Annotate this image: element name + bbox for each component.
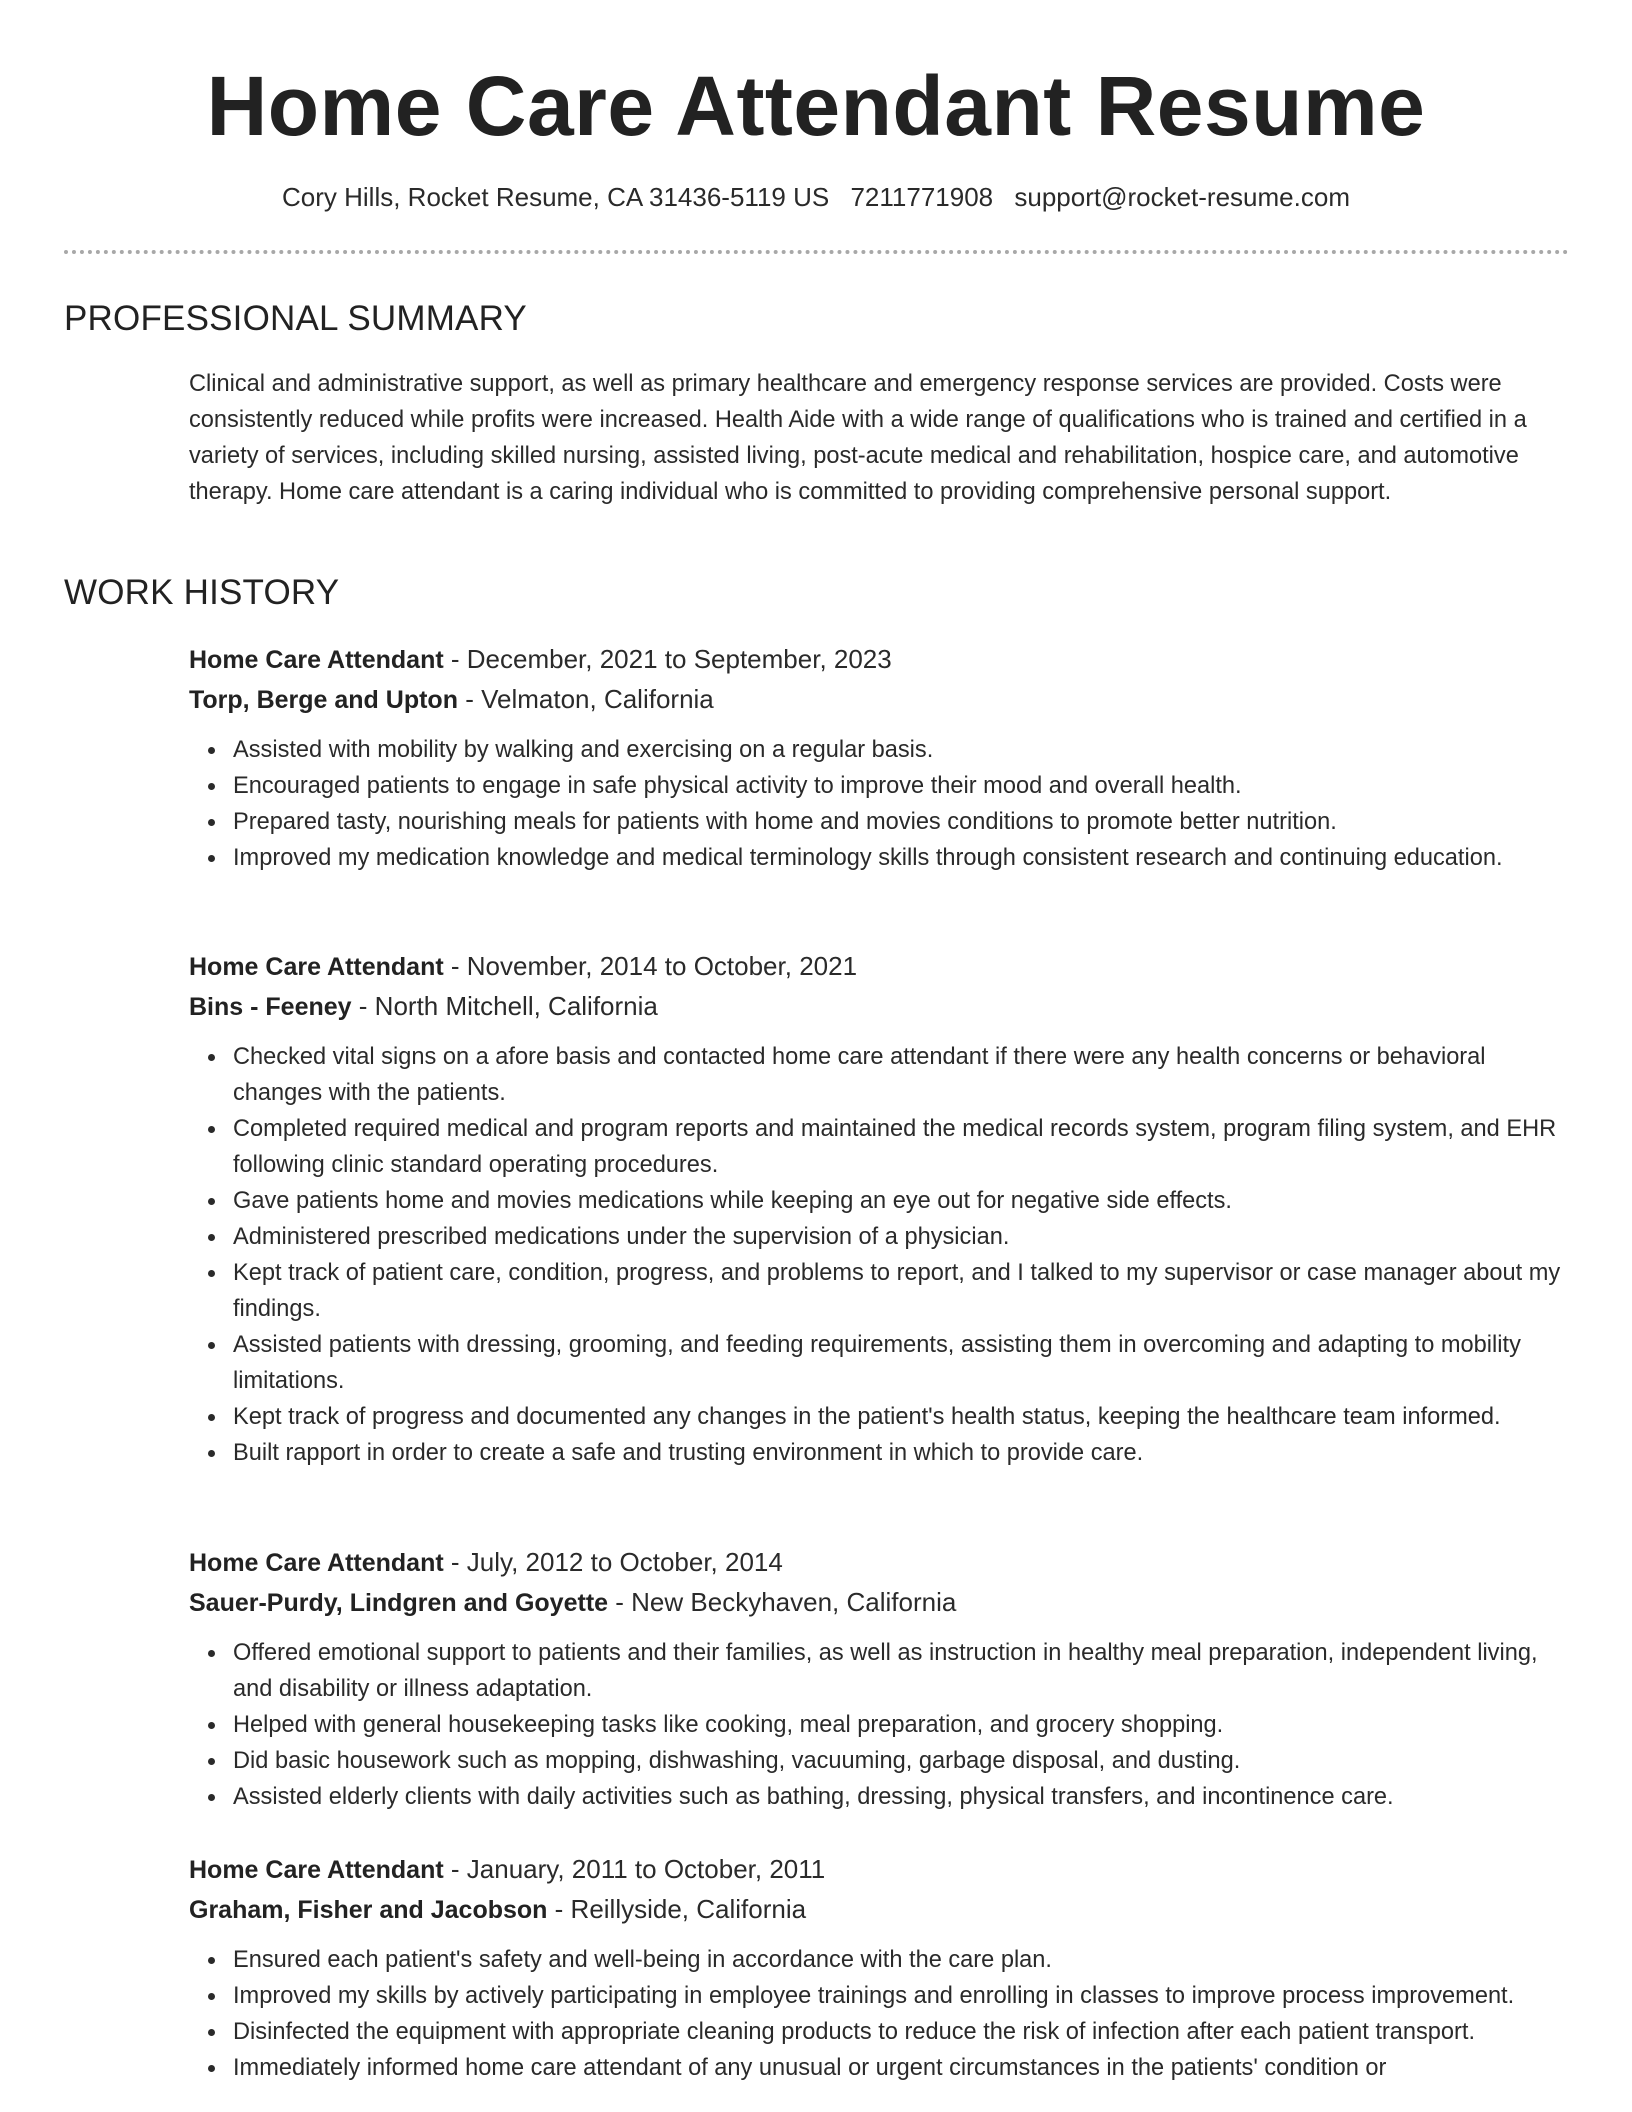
job-title: Home Care Attendant (189, 1856, 444, 1884)
job-entry (189, 1850, 1569, 2086)
duty-item: Gave patients home and movies medications while keeping an eye out for negative side effects. (189, 1183, 1569, 1219)
duty-item: Improved my skills by actively participating in employee trainings and enrolling in classes to improve process improvement. (189, 1978, 1569, 2014)
job-company-line (189, 680, 1569, 720)
header-divider (64, 250, 1569, 254)
job-dates: - January, 2011 to October, 2011 (443, 1854, 826, 1884)
duty-item: Helped with general housekeeping tasks like cooking, meal preparation, and grocery shopping. (189, 1707, 1569, 1743)
job-location: - Velmaton, California (457, 684, 714, 714)
duty-item: Did basic housework such as mopping, dishwashing, vacuuming, garbage disposal, and dusting. (189, 1743, 1569, 1779)
summary-text: Clinical and administrative support, as well as primary healthcare and emergency response services are provided. Costs were consistently reduced while profits were increased. Health Aide with a wide range of qualifications who is trained and certified in a variety of services, including skilled nursing, assisted living, post-acute medical and rehabilitation, hospice care, and automotive therapy. Home care attendant is a caring individual who is committed to providing comprehensive personal support. (189, 371, 1527, 505)
duty-item: Disinfected the equipment with appropriate cleaning products to reduce the risk of infection after each patient transport. (189, 2014, 1569, 2050)
job-location: - Reillyside, California (547, 1894, 807, 1924)
job-company: Torp, Berge and Upton (189, 686, 458, 714)
duty-item: Kept track of patient care, condition, progress, and problems to report, and I talked to my supervisor or case manager about my findings. (189, 1255, 1569, 1327)
contact-phone: 7211771908 (850, 182, 994, 212)
job-entry (189, 947, 1569, 1471)
duty-item: Offered emotional support to patients and their families, as well as instruction in healthy meal preparation, independent living, and disability or illness adaptation. (189, 1635, 1569, 1707)
job-dates: - November, 2014 to October, 2021 (443, 951, 858, 981)
job-title-line (189, 1543, 1569, 1583)
job-title-line (189, 640, 1569, 680)
summary-heading: PROFESSIONAL SUMMARY (64, 299, 527, 338)
duty-item: Immediately informed home care attendant of any unusual or urgent circumstances in the patients' condition or (189, 2050, 1569, 2086)
duty-list (189, 1635, 1569, 1815)
duty-item: Prepared tasty, nourishing meals for patients with home and movies conditions to promote better nutrition. (189, 804, 1569, 840)
duty-list (189, 1039, 1569, 1471)
contact-email: support@rocket-resume.com (1014, 182, 1350, 212)
duty-list (189, 732, 1569, 876)
duty-item: Improved my medication knowledge and medical terminology skills through consistent research and continuing education. (189, 840, 1569, 876)
job-dates: - July, 2012 to October, 2014 (443, 1547, 783, 1577)
job-entry (189, 1543, 1569, 1815)
duty-item: Built rapport in order to create a safe and trusting environment in which to provide care. (189, 1435, 1569, 1471)
duty-item: Administered prescribed medications under the supervision of a physician. (189, 1219, 1569, 1255)
duty-item: Completed required medical and program reports and maintained the medical records system, program filing system, and EHR following clinic standard operating procedures. (189, 1111, 1569, 1183)
job-title: Home Care Attendant (189, 1549, 444, 1577)
duty-item: Checked vital signs on a afore basis and contacted home care attendant if there were any health concerns or behavioral changes with the patients. (189, 1039, 1569, 1111)
job-company: Sauer-Purdy, Lindgren and Goyette (189, 1589, 609, 1617)
job-title: Home Care Attendant (189, 646, 444, 674)
duty-item: Assisted elderly clients with daily activities such as bathing, dressing, physical transfers, and incontinence care. (189, 1779, 1569, 1815)
job-location: - North Mitchell, California (351, 991, 658, 1021)
contact-address: Cory Hills, Rocket Resume, CA 31436-5119 US (282, 182, 830, 212)
contact-line (0, 179, 1632, 215)
resume-title: Home Care Attendant Resume (206, 59, 1426, 153)
duty-item: Kept track of progress and documented any changes in the patient's health status, keeping the healthcare team informed. (189, 1399, 1569, 1435)
job-title-line (189, 947, 1569, 987)
job-company-line (189, 1583, 1569, 1623)
job-company: Graham, Fisher and Jacobson (189, 1896, 548, 1924)
job-title-line (189, 1850, 1569, 1890)
duty-item: Encouraged patients to engage in safe physical activity to improve their mood and overall health. (189, 768, 1569, 804)
job-location: - New Beckyhaven, California (608, 1587, 957, 1617)
job-dates: - December, 2021 to September, 2023 (443, 644, 892, 674)
job-company: Bins - Feeney (189, 993, 352, 1021)
job-title: Home Care Attendant (189, 953, 444, 981)
duty-item: Assisted patients with dressing, grooming, and feeding requirements, assisting them in overcoming and adapting to mobility limitations. (189, 1327, 1569, 1399)
duty-item: Assisted with mobility by walking and exercising on a regular basis. (189, 732, 1569, 768)
job-entry (189, 640, 1569, 876)
job-company-line (189, 987, 1569, 1027)
duty-list (189, 1942, 1569, 2086)
job-company-line (189, 1890, 1569, 1930)
work-history-heading: WORK HISTORY (64, 573, 340, 612)
duty-item: Ensured each patient's safety and well-being in accordance with the care plan. (189, 1942, 1569, 1978)
